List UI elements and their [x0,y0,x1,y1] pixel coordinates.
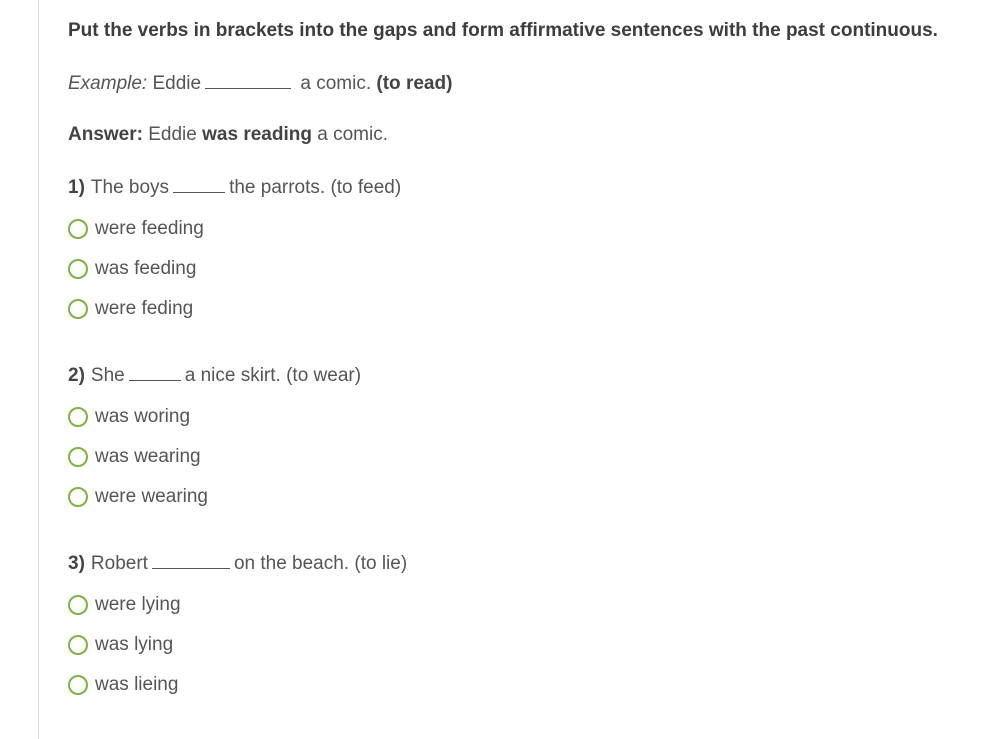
instructions-text: Put the verbs in brackets into the gaps and form affirmative sentences with the past continuous. [68,20,938,41]
example-hint: (to read) [376,73,453,94]
answer-label: Answer: [68,124,143,145]
question-1-number: 1) [68,177,85,198]
question-3-before: Robert [90,553,148,574]
radio-button[interactable] [68,407,88,427]
option-label: were wearing [95,486,208,507]
example-blank [205,70,291,89]
question-2-prompt [68,362,988,388]
question-2-before: She [90,365,125,386]
answer-line [68,122,988,148]
radio-button[interactable] [68,447,88,467]
option-label: was lying [95,634,174,655]
answer-after: a comic. [317,124,388,145]
question-2-option-1[interactable] [68,404,988,430]
radio-button[interactable] [68,595,88,615]
radio-button[interactable] [68,675,88,695]
radio-button[interactable] [68,487,88,507]
question-2-option-3[interactable] [68,484,988,510]
question-3-option-3[interactable] [68,672,988,698]
example-before: Eddie [152,73,202,94]
answer-before: Eddie [148,124,197,145]
option-label: was feeding [95,258,197,279]
question-3-options [68,592,988,698]
left-divider [38,0,39,739]
radio-button[interactable] [68,259,88,279]
radio-button[interactable] [68,219,88,239]
question-3-number: 3) [68,553,85,574]
option-label: was lieing [95,674,179,695]
question-3-option-1[interactable] [68,592,988,618]
option-label: were feding [95,298,194,319]
example-label: Example: [68,73,148,94]
question-1-after: the parrots. (to feed) [229,177,402,198]
question-1 [68,174,988,322]
question-2-options [68,404,988,510]
question-3-option-2[interactable] [68,632,988,658]
option-label: were lying [95,594,181,615]
example-after: a comic. [300,73,372,94]
question-3-after: on the beach. (to lie) [233,553,408,574]
question-1-option-1[interactable] [68,216,988,242]
answer-verb: was reading [202,124,312,145]
question-1-prompt [68,174,988,200]
question-1-before: The boys [90,177,170,198]
question-3 [68,550,988,698]
example-line [68,70,988,96]
question-1-option-2[interactable] [68,256,988,282]
radio-button[interactable] [68,299,88,319]
exercise-content [68,18,988,712]
question-2-after: a nice skirt. (to wear) [184,365,362,386]
question-2-number: 2) [68,365,85,386]
question-2 [68,362,988,510]
question-1-blank [173,174,225,193]
option-label: were feeding [95,218,204,239]
question-1-options [68,216,988,322]
question-2-option-2[interactable] [68,444,988,470]
option-label: was wearing [95,446,201,467]
option-label: was woring [95,406,191,427]
radio-button[interactable] [68,635,88,655]
question-3-blank [152,550,230,569]
question-1-option-3[interactable] [68,296,988,322]
question-2-blank [129,362,181,381]
question-3-prompt [68,550,988,576]
